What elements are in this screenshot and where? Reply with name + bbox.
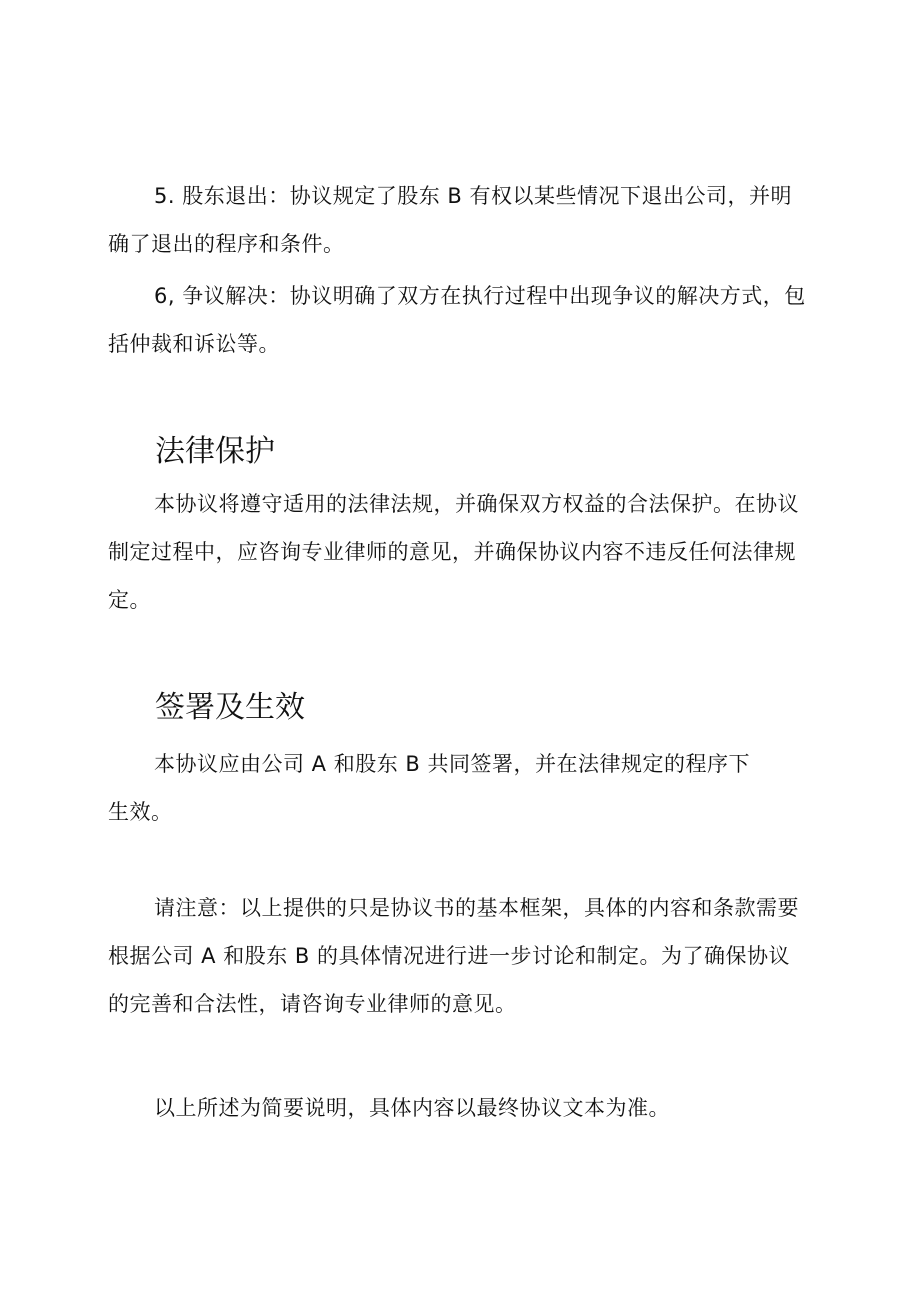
item-dispute-resolution: 6, 争议解决：协议明确了双方在执行过程中出现争议的解决方式，包括仲裁和诉讼等。	[108, 284, 806, 356]
section-paragraph-signing-effect: 本协议应由公司 A 和股东 B 共同签署，并在法律规定的程序下生效。	[108, 752, 750, 824]
section-heading-signing-effect: 签署及生效	[155, 690, 305, 725]
closing-paragraph: 以上所述为简要说明，具体内容以最终协议文本为准。	[154, 1096, 670, 1120]
item-shareholder-exit: 5. 股东退出：协议规定了股东 B 有权以某些情况下退出公司，并明确了退出的程序和条件。	[108, 184, 792, 256]
section-paragraph-legal-protection: 本协议将遵守适用的法律法规，并确保双方权益的合法保护。在协议制定过程中，应咨询专业律师的意见，并确保协议内容不违反任何法律规定。	[108, 492, 799, 612]
note-paragraph: 请注意：以上提供的只是协议书的基本框架，具体的内容和条款需要根据公司 A 和股东 B 的具体情况进行进一步讨论和制定。为了确保协议的完善和合法性，请咨询专业律师的意见。	[108, 896, 799, 1016]
section-heading-legal-protection: 法律保护	[155, 434, 275, 469]
